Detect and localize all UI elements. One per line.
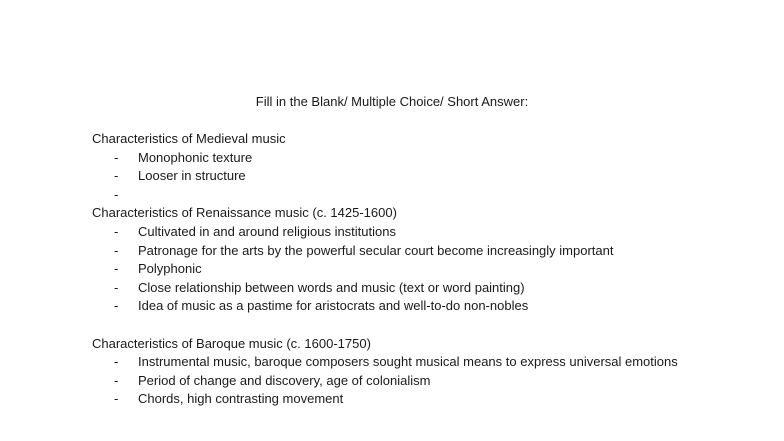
bullet-dash: - <box>114 149 119 165</box>
bullet-dash: - <box>114 186 119 202</box>
list-item <box>92 223 732 242</box>
list-item <box>92 372 732 391</box>
list-item <box>92 353 732 372</box>
blank-line <box>92 316 732 335</box>
bullet-dash: - <box>114 372 119 388</box>
bullet-dash: - <box>114 354 119 370</box>
list-item-text <box>138 186 678 205</box>
baroque-list <box>92 353 732 409</box>
bullet-dash: - <box>114 242 119 258</box>
bullet-dash: - <box>114 168 119 184</box>
bullet-dash: - <box>114 279 119 295</box>
list-item-text: Close relationship between words and music (text or word painting) <box>138 279 525 295</box>
page-title: Fill in the Blank/ Multiple Choice/ Short Answer: <box>255 94 529 109</box>
section-heading-baroque: Characteristics of Baroque music (c. 1600-1750) <box>92 335 371 351</box>
list-item <box>92 167 732 186</box>
document-body <box>92 130 732 409</box>
list-item <box>92 242 732 261</box>
list-item <box>92 279 732 298</box>
list-item-text: Polyphonic <box>138 261 202 277</box>
bullet-dash: - <box>114 391 119 407</box>
list-item-text: Cultivated in and around religious institutions <box>138 223 396 239</box>
list-item <box>92 149 732 168</box>
list-item <box>92 390 732 409</box>
list-item-text: Instrumental music, baroque composers sought musical means to express universal emotions <box>138 354 678 370</box>
section-heading-medieval: Characteristics of Medieval music <box>92 131 286 146</box>
list-item <box>92 297 732 316</box>
renaissance-list <box>92 223 732 316</box>
list-item-text: Looser in structure <box>138 168 246 184</box>
bullet-dash: - <box>114 298 119 314</box>
bullet-dash: - <box>114 261 119 277</box>
list-item-text: Idea of music as a pastime for aristocrats and well-to-do non-nobles <box>138 298 529 314</box>
list-item <box>92 186 732 205</box>
list-item-text: Patronage for the arts by the powerful secular court become increasingly important <box>138 242 614 258</box>
list-item-text: Period of change and discovery, age of colonialism <box>138 372 431 388</box>
section-heading-renaissance: Characteristics of Renaissance music (c. 1425-1600) <box>92 205 397 221</box>
list-item <box>92 260 732 279</box>
bullet-dash: - <box>114 223 119 239</box>
list-item-text: Chords, high contrasting movement <box>138 391 344 407</box>
medieval-list <box>92 149 732 205</box>
list-item-text: Monophonic texture <box>138 149 253 165</box>
